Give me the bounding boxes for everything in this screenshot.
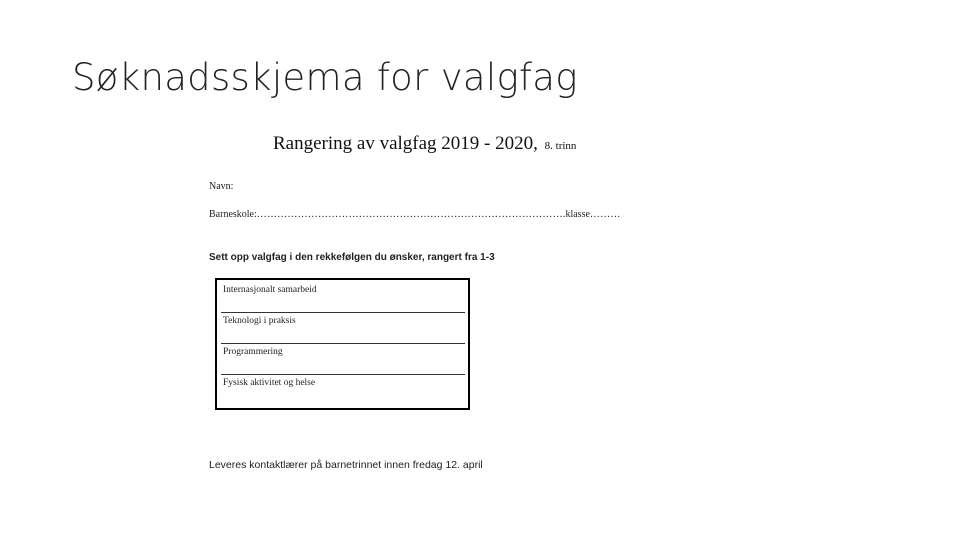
- form-heading: [273, 133, 576, 155]
- submission-deadline: Leveres kontaktlærer på barnetrinnet innen fredag 12. april: [209, 459, 483, 471]
- class-label: klasse: [565, 209, 590, 220]
- form-grade: 8. trinn: [544, 140, 577, 152]
- form-heading-text: Rangering av valgfag 2019 - 2020,: [273, 133, 538, 154]
- course-row: Internasjonalt samarbeid: [221, 282, 465, 313]
- school-dots: ……………………………………………………………………………….: [256, 209, 566, 220]
- course-row: Teknologi i praksis: [221, 313, 465, 344]
- application-form-image: [200, 125, 620, 485]
- slide-title: Søknadsskjema for valgfag: [72, 56, 578, 99]
- course-table: [215, 278, 470, 410]
- school-label: Barneskole:: [209, 209, 257, 220]
- school-field: [209, 209, 621, 220]
- class-dots: ………: [589, 209, 621, 220]
- ranking-instruction: Sett opp valgfag i den rekkefølgen du ønsker, rangert fra 1-3: [209, 252, 495, 263]
- name-field: [209, 181, 233, 192]
- course-row: Fysisk aktivitet og helse: [223, 378, 316, 388]
- name-label: Navn:: [209, 181, 234, 192]
- course-row: Programmering: [221, 344, 465, 375]
